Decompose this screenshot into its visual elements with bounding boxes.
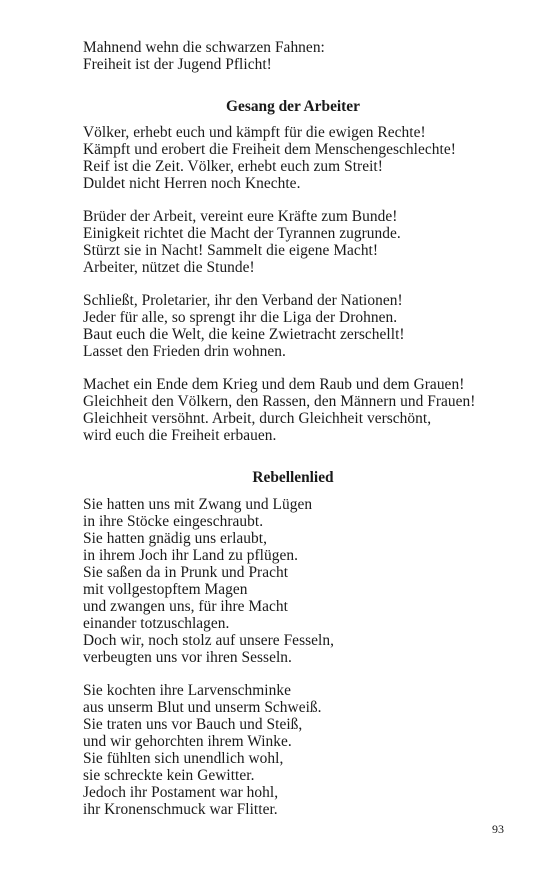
verse-line: Arbeiter, nützet die Stunde! <box>83 259 255 276</box>
verse-line: Sie saßen da in Prunk und Pracht <box>83 564 289 581</box>
verse-line: Sie traten uns vor Bauch und Steiß, <box>83 716 303 733</box>
verse-line: Reif ist die Zeit. Völker, erhebt euch zum Streit! <box>83 158 383 175</box>
verse-line: einander totzuschlagen. <box>83 615 230 632</box>
verse-line: Jeder für alle, so sprengt ihr die Liga der Drohnen. <box>83 309 398 326</box>
verse-line: Kämpft und erobert die Freiheit dem Menschengeschlechte! <box>83 141 456 158</box>
page-number: 93 <box>492 822 504 836</box>
verse-line: Stürzt sie in Nacht! Sammelt die eigene Macht! <box>83 242 379 259</box>
verse-line: Völker, erhebt euch und kämpft für die ewigen Rechte! <box>83 124 426 141</box>
verse-line: aus unserm Blut und unserm Schweiß. <box>83 699 322 716</box>
verse-line: ihr Kronenschmuck war Flitter. <box>83 801 278 818</box>
verse-line: Gleichheit versöhnt. Arbeit, durch Gleichheit verschönt, <box>83 410 432 427</box>
verse-line: Lasset den Frieden drin wohnen. <box>83 343 286 360</box>
poem-title: Rebellenlied <box>252 469 334 486</box>
book-page <box>83 0 503 880</box>
verse-line: mit vollgestopftem Magen <box>83 581 248 598</box>
verse-line: Brüder der Arbeit, vereint eure Kräfte zum Bunde! <box>83 208 398 225</box>
verse-line: Baut euch die Welt, die keine Zwietracht zerschellt! <box>83 326 405 343</box>
verse-line: sie schreckte kein Gewitter. <box>83 767 255 784</box>
verse-line: und wir gehorchten ihrem Winke. <box>83 733 292 750</box>
verse-line: Machet ein Ende dem Krieg und dem Raub und dem Grauen! <box>83 376 465 393</box>
verse-line: in ihre Stöcke eingeschraubt. <box>83 513 264 530</box>
intro-line: Mahnend wehn die schwarzen Fahnen: <box>83 39 325 56</box>
verse-line: und zwangen uns, für ihre Macht <box>83 598 288 615</box>
verse-line: verbeugten uns vor ihren Sesseln. <box>83 649 292 666</box>
verse-line: Gleichheit den Völkern, den Rassen, den Männern und Frauen! <box>83 393 476 410</box>
verse-line: in ihrem Joch ihr Land zu pflügen. <box>83 547 298 564</box>
poem-title: Gesang der Arbeiter <box>226 98 360 115</box>
verse-line: Sie hatten uns mit Zwang und Lügen <box>83 496 313 513</box>
intro-line: Freiheit ist der Jugend Pflicht! <box>83 56 272 73</box>
verse-line: Jedoch ihr Postament war hohl, <box>83 784 279 801</box>
verse-line: Sie hatten gnädig uns erlaubt, <box>83 530 268 547</box>
verse-line: Sie fühlten sich unendlich wohl, <box>83 750 284 767</box>
verse-line: Duldet nicht Herren noch Knechte. <box>83 175 301 192</box>
verse-line: Einigkeit richtet die Macht der Tyrannen zugrunde. <box>83 225 401 242</box>
verse-line: wird euch die Freiheit erbauen. <box>83 427 277 444</box>
verse-line: Sie kochten ihre Larvenschminke <box>83 682 291 699</box>
verse-line: Schließt, Proletarier, ihr den Verband der Nationen! <box>83 292 403 309</box>
verse-line: Doch wir, noch stolz auf unsere Fesseln, <box>83 632 334 649</box>
